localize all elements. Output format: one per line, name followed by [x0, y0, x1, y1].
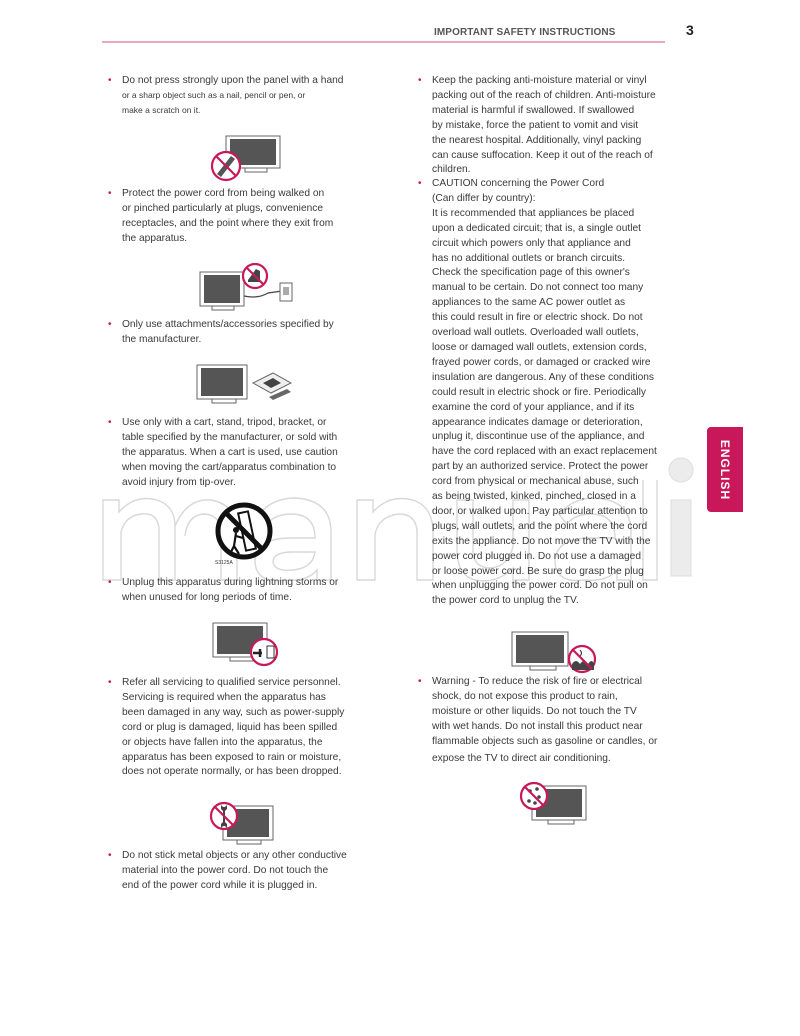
svg-text:S3125A: S3125A: [215, 560, 233, 566]
tv-no-pen-icon: [205, 133, 285, 183]
tv-no-liquid-near-icon: [510, 630, 605, 676]
bullet-icon: •: [418, 75, 422, 86]
safety-item-servicing: • Refer all servicing to qualified service personnel. Servicing is required when the apparatus has been damaged in any way, such as power-supply cord or plug is damaged, liquid has been spilled or objects have fallen into the apparatus, the apparatus has been exposed to rain or moisture, does not operate normally, or has been dropped.: [108, 677, 345, 778]
bullet-icon: •: [108, 319, 112, 330]
cart-tip-over-warning-icon: [212, 498, 274, 570]
bullet-icon: •: [418, 178, 422, 189]
safety-item-warning-rain: • Warning - To reduce the risk of fire or electrical shock, do not expose this product to rain, moisture or other liquids. Do not touch the TV with wet hands. Do not install this product near flammable objects such as gasoline or candles, or expose the TV to direct air conditioning.: [418, 676, 658, 764]
safety-item-metal-objects: • Do not stick metal objects or any other conductive material into the power cord. Do not touch the end of the power cord while it is plugged in.: [108, 850, 347, 891]
tv-no-self-service-icon: [207, 800, 277, 848]
language-tab-label: ENGLISH: [718, 439, 732, 500]
tv-accessories-icon: [195, 363, 300, 408]
language-tab: [707, 427, 743, 512]
bullet-icon: •: [108, 75, 112, 86]
safety-item-attachments: • Only use attachments/accessories specified by the manufacturer.: [108, 319, 334, 345]
bullet-icon: •: [108, 577, 112, 588]
header-rule: [102, 41, 665, 43]
watermark-letter-i: [660, 455, 700, 580]
safety-item-power-cord-protect: • Protect the power cord from being walked on or pinched particularly at plugs, convenience receptacles, and the point where they exit from the apparatus.: [108, 188, 334, 244]
safety-item-cart-stand: • Use only with a cart, stand, tripod, bracket, or table specified by the manufacturer, or sold with the apparatus. When a cart is used, use caution when moving the cart/apparatus combination to avoid injury from tip-over.: [108, 417, 338, 488]
safety-item-unplug-lightning: • Unplug this apparatus during lightning storms or when unused for long periods of time.: [108, 577, 339, 603]
page-header-title: IMPORTANT SAFETY INSTRUCTIONS: [434, 27, 616, 38]
bullet-icon: •: [108, 417, 112, 428]
tv-no-rain-icon: [518, 780, 590, 830]
tv-no-step-on-cord-icon: [198, 263, 303, 313]
bullet-icon: •: [418, 676, 422, 687]
page-number: 3: [686, 22, 694, 38]
bullet-icon: •: [108, 850, 112, 861]
safety-item-panel-pressure: • Do not press strongly upon the panel with a hand or a sharp object such as a nail, pencil or pen, or make a scratch on it.: [108, 75, 344, 115]
safety-item-packing-material: • Keep the packing anti-moisture material or vinyl packing out of the reach of children. Anti-moisture material is harmful if swallowed. If swallowed by mistake, force the patient to vomit and visit the nearest hospital. Additionally, vinyl packing can cause suffocation. Keep it out of the reach of children.: [418, 75, 656, 176]
tv-unplug-icon: [210, 621, 282, 669]
bullet-icon: •: [108, 188, 112, 199]
safety-item-power-cord-caution: • CAUTION concerning the Power Cord (Can differ by country): It is recommended that appliances be placed upon a dedicated circuit; that is, a single outlet circuit which powers only that appliance and has no additional outlets or branch circuits. Check the specification page of this owner's manual to be certain. Do not connect too many appliances to the same AC power outlet as this could result in fire or electric shock. Do not overload wall outlets. Overloaded wall outlets, loose or damaged wall outlets, extension cords, frayed power cords, or damaged or cracked wire insulation are dangerous. Any of these conditions could result in electric shock or fire. Periodically examine the cord of your appliance, and if its appearance indicates damage or deterioration, unplug it, discontinue use of the appliance, and have the cord replaced with an exact replacement part by an authorized service. Protect the power cord from physical or mechanical abuse, such as being twisted, kinked, pinched, closed in a door, or walked upon. Pay particular attention to plugs, wall outlets, and the point where the cord exits the appliance. Do not move the TV with the power cord plugged in. Do not use a damaged or loose power cord. Be sure do grasp the plug when unplugging the power cord. Do not pull on the power cord to unplug the TV.: [418, 178, 657, 607]
bullet-icon: •: [108, 677, 112, 688]
